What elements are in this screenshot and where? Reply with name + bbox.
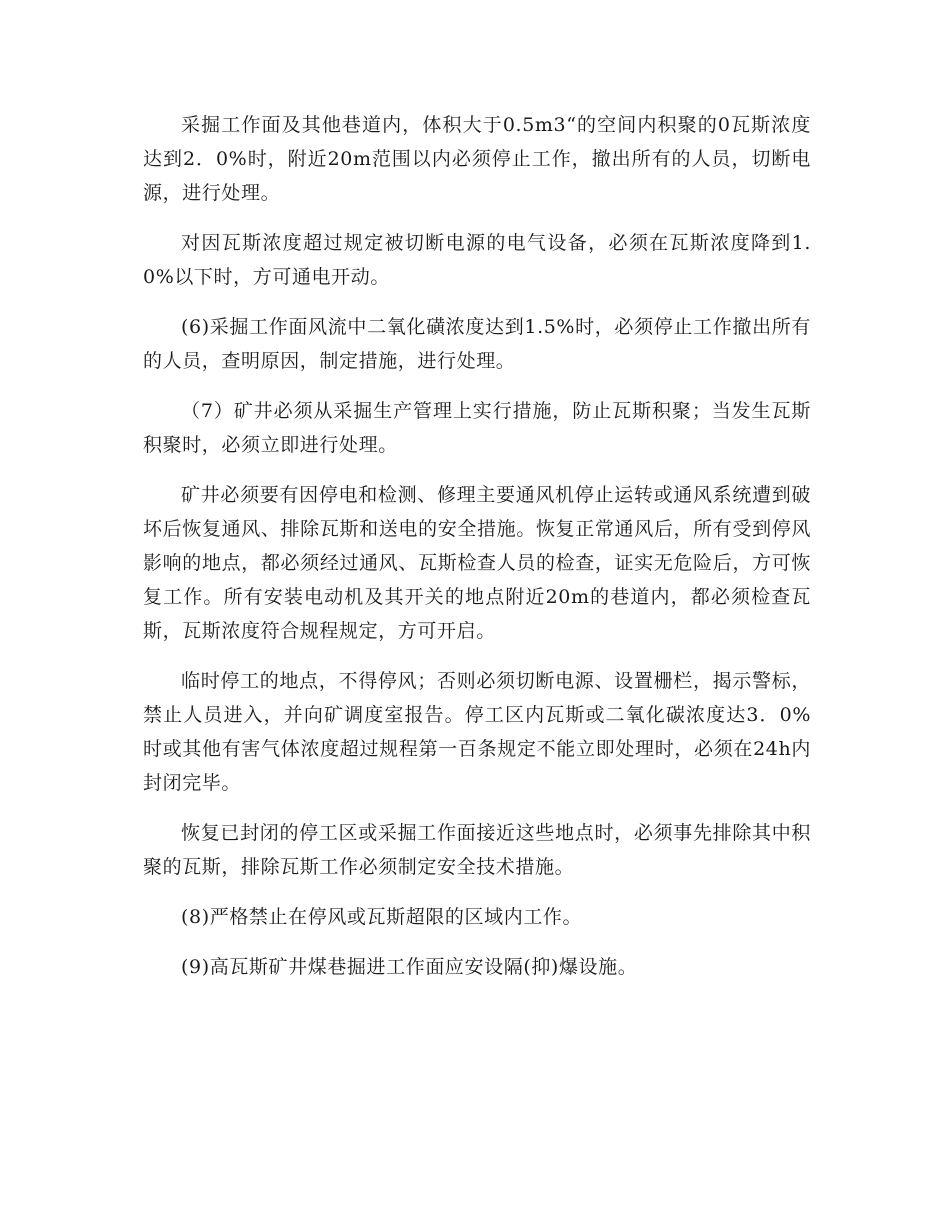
paragraph-6: 临时停工的地点，不得停风；否则必须切断电源、设置栅栏，揭示警标，禁止人员进入，并向矿调度室报告。停工区内瓦斯或二氧化碳浓度达3．0%时或其他有害气体浓度超过规程第一百条规定不能立即处理时，必须在24h内封闭完毕。 xyxy=(143,670,811,794)
paragraph-8: (8)严格禁止在停风或瓦斯超限的区域内工作。 xyxy=(181,906,583,928)
paragraph-1: 采掘工作面及其他巷道内，体积大于0.5m3“的空间内积聚的0瓦斯浓度达到2．0%时，附近20m范围以内必须停止工作，撤出所有的人员，切断电源，进行处理。 xyxy=(143,114,811,204)
paragraph-3: (6)采掘工作面风流中二氧化磺浓度达到1.5%时，必须停止工作撤出所有的人员，查明原因，制定措施，进行处理。 xyxy=(143,316,811,372)
paragraph-4: （7）矿井必须从采掘生产管理上实行措施，防止瓦斯积聚；当发生瓦斯积聚时，必须立即进行处理。 xyxy=(143,400,811,456)
paragraph-5: 矿井必须要有因停电和检测、修理主要通风机停止运转或通风系统遭到破坏后恢复通风、排除瓦斯和送电的安全措施。恢复正常通风后，所有受到停风影响的地点，都必须经过通风、瓦斯检查人员的检查，证实无危险后，方可恢复工作。所有安装电动机及其开关的地点附近20m的巷道内，都必须检查瓦斯，瓦斯浓度符合规程规定，方可开启。 xyxy=(143,484,811,642)
paragraph-2: 对因瓦斯浓度超过规定被切断电源的电气设备，必须在瓦斯浓度降到1.0%以下时，方可通电开动。 xyxy=(143,232,811,288)
paragraph-7: 恢复已封闭的停工区或采掘工作面接近这些地点时，必须事先排除其中积聚的瓦斯，排除瓦斯工作必须制定安全技术措施。 xyxy=(143,822,811,878)
paragraph-9: (9)高瓦斯矿井煤巷掘进工作面应安设隔(抑)爆设施。 xyxy=(181,956,638,978)
document-body xyxy=(143,108,811,1000)
